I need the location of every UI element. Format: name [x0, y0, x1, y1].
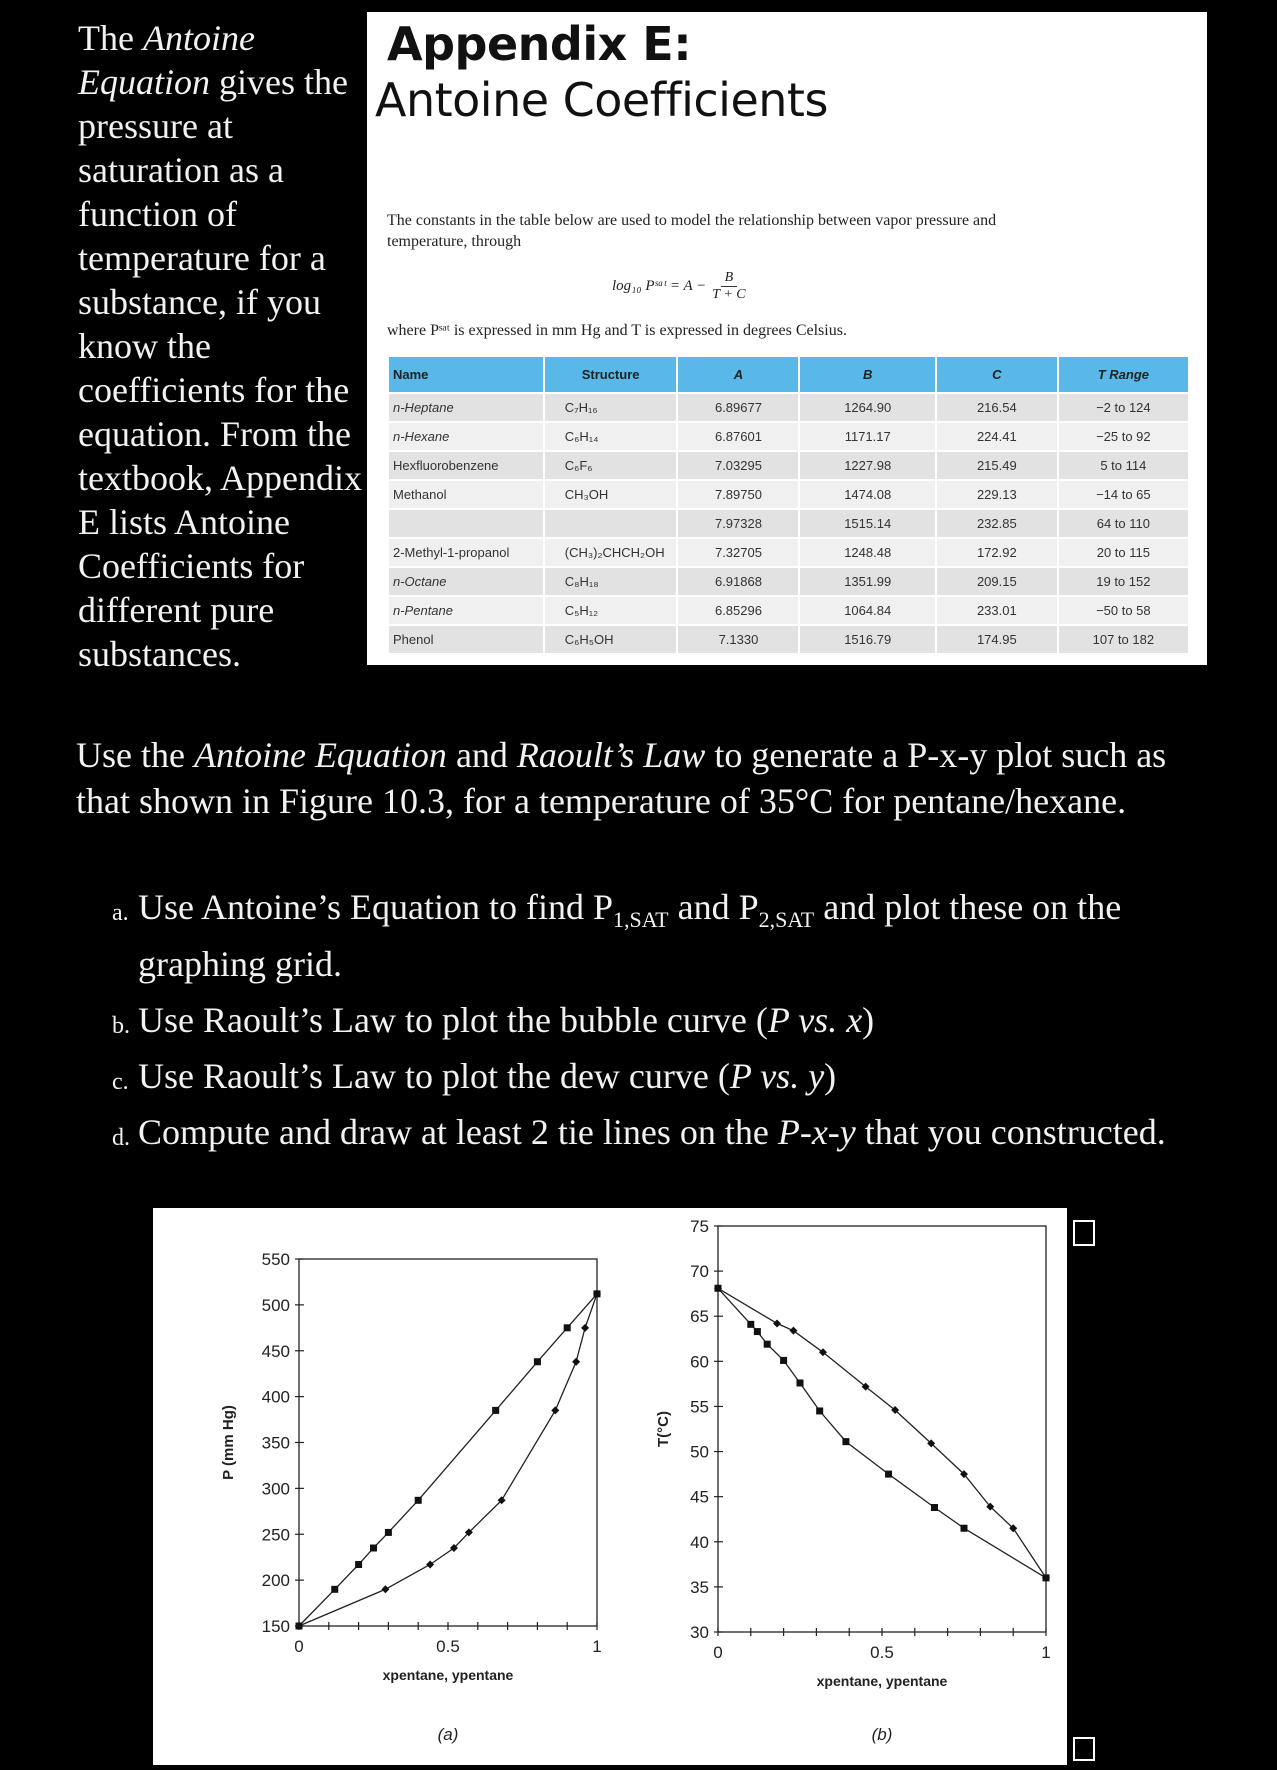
plot-a-dew-point [426, 1561, 434, 1569]
cell-name: n-Pentane [388, 596, 544, 625]
cell-c: 215.49 [936, 451, 1058, 480]
plot-b-bubble-point [961, 1525, 968, 1532]
cell-structure: C₆F₆ [544, 451, 678, 480]
cell-structure: C₅H₁₂ [544, 596, 678, 625]
plot-b-bubble-point [931, 1504, 938, 1511]
cell-a: 7.03295 [677, 451, 799, 480]
task-a-text3: and plot these on the graphing grid. [138, 887, 1122, 985]
plot-b-xlabel: xpentane, ypentane [816, 1673, 948, 1689]
intro-text-start: The [78, 18, 143, 58]
task-c-italic: P vs. y [729, 1056, 825, 1097]
checkbox-bottom[interactable] [1073, 1737, 1095, 1761]
plot-a-xtick-label: 1 [592, 1637, 602, 1656]
task-c [112, 1054, 1232, 1098]
cell-t-range: −50 to 58 [1058, 596, 1189, 625]
table-row [388, 509, 1189, 538]
cell-name: 2-Methyl-1-propanol [388, 538, 544, 567]
cell-name: Phenol [388, 625, 544, 654]
prompt-raoult: Raoult’s Law [516, 735, 706, 775]
equation-numerator: B [721, 270, 738, 287]
cell-t-range: −14 to 65 [1058, 480, 1189, 509]
plot-a-ytick-label: 550 [261, 1250, 290, 1269]
table-row [388, 596, 1189, 625]
cell-a: 6.87601 [677, 422, 799, 451]
plot-a-dew-curve [299, 1294, 597, 1626]
plot-a-dew-point [381, 1585, 389, 1593]
appendix-where: where Pˢᵃᵗ is expressed in mm Hg and T is expressed in degrees Celsius. [387, 322, 847, 339]
task-d [112, 1110, 1232, 1154]
table-row [388, 567, 1189, 596]
plot-a-bubble-point [415, 1497, 422, 1504]
task-b-text2: ) [862, 1000, 875, 1041]
plot-b-dew-curve [718, 1288, 1046, 1578]
plot-a-ytick-label: 400 [261, 1387, 290, 1407]
plot-a-ytick-label: 200 [261, 1571, 290, 1591]
plot-b-ytick-label: 50 [690, 1442, 709, 1462]
cell-b: 1171.17 [799, 422, 936, 451]
cell-b: 1248.48 [799, 538, 936, 567]
figure-svg [153, 1208, 1067, 1765]
header-t-range: T Range [1058, 356, 1189, 393]
appendix-description: The constants in the table below are used to model the relationship between vapor pressure and temperature, through [387, 212, 997, 250]
plot-b-bubble-point [754, 1328, 761, 1335]
cell-b: 1227.98 [799, 451, 936, 480]
cell-name: n-Octane [388, 567, 544, 596]
checkbox-top[interactable] [1073, 1220, 1095, 1246]
plot-b-bubble-curve [718, 1288, 1046, 1578]
table-row [388, 451, 1189, 480]
task-d-text2: that you constructed. [855, 1112, 1166, 1153]
plot-a-bubble-point [331, 1586, 338, 1593]
plot-a-bubble-point [370, 1545, 377, 1552]
prompt-text-3: to generate a P-x-y plot such as that shown in Figure 10.3, for a temperature of 35°C for pentane/hexane. [76, 735, 1167, 821]
plot-b-ytick-label: 40 [690, 1532, 709, 1552]
intro-antoine: Antoine [142, 18, 255, 58]
appendix-e-panel [367, 12, 1207, 665]
cell-t-range: −25 to 92 [1058, 422, 1189, 451]
plot-a-frame [299, 1259, 597, 1626]
coefficient-table [387, 355, 1190, 655]
cell-name: Hexfluorobenzene [388, 451, 544, 480]
prompt-antoine-equation: Antoine Equation [193, 735, 447, 775]
plot-a-dew-point [551, 1406, 559, 1414]
cell-c: 209.15 [936, 567, 1058, 596]
cell-a: 7.1330 [677, 625, 799, 654]
task-a-text1: Use Antoine’s Equation to find P [138, 887, 613, 927]
cell-t-range: 20 to 115 [1058, 538, 1189, 567]
cell-t-range: −2 to 124 [1058, 393, 1189, 422]
plot-b-xtick-label: 0.5 [870, 1643, 894, 1662]
plot-b-xtick-label: 1 [1041, 1643, 1051, 1662]
cell-a: 7.32705 [677, 538, 799, 567]
plot-a-bubble-point [492, 1407, 499, 1414]
cell-c: 233.01 [936, 596, 1058, 625]
plot-b-xtick-label: 0 [713, 1643, 723, 1662]
plot-b-ytick-label: 55 [690, 1397, 709, 1417]
cell-name: n-Heptane [388, 393, 544, 422]
header-c: C [936, 356, 1058, 393]
cell-c: 216.54 [936, 393, 1058, 422]
plot-a-xtick-label: 0.5 [436, 1637, 460, 1656]
task-list [112, 885, 1232, 1166]
cell-b: 1474.08 [799, 480, 936, 509]
plot-a-ytick-label: 300 [261, 1479, 290, 1499]
equation-denominator: T + C [712, 287, 746, 302]
task-d-text1: Compute and draw at least 2 tie lines on the [138, 1112, 778, 1153]
cell-t-range: 5 to 114 [1058, 451, 1189, 480]
cell-t-range: 19 to 152 [1058, 567, 1189, 596]
plot-b-ytick-label: 75 [690, 1217, 709, 1236]
cell-structure [544, 509, 678, 538]
plot-a-bubble-point [385, 1529, 392, 1536]
task-a-text2: and P [668, 887, 759, 927]
table-row [388, 480, 1189, 509]
cell-name: Methanol [388, 480, 544, 509]
task-b-text1: Use Raoult’s Law to plot the bubble curve ( [138, 1000, 768, 1041]
intro-paragraph [78, 16, 368, 676]
cell-structure: C₆H₁₄ [544, 422, 678, 451]
plot-b-bubble-point [885, 1471, 892, 1478]
task-b-italic: P vs. x [767, 1000, 863, 1041]
equation-fraction [712, 270, 745, 303]
plot-a-xlabel: xpentane, ypentane [382, 1667, 514, 1683]
header-structure: Structure [544, 356, 678, 393]
table-row [388, 393, 1189, 422]
cell-structure: C₇H₁₆ [544, 393, 678, 422]
cell-structure: (CH₃)₂CHCH₂OH [544, 538, 678, 567]
appendix-title [375, 16, 840, 128]
task-a [112, 885, 1232, 986]
task-b-letter: b. [112, 1013, 130, 1040]
task-d-letter: d. [112, 1125, 130, 1152]
cell-structure: CH₃OH [544, 480, 678, 509]
prompt-text-1: Use the [76, 735, 194, 775]
cell-b: 1351.99 [799, 567, 936, 596]
task-d-italic: P-x-y [777, 1112, 856, 1153]
cell-c: 229.13 [936, 480, 1058, 509]
plot-b-ytick-label: 35 [690, 1577, 709, 1597]
plot-b-bubble-point [747, 1321, 754, 1328]
plot-a-ytick-label: 450 [261, 1341, 290, 1361]
plot-a-panel-label: (a) [437, 1725, 459, 1744]
task-c-text2: ) [824, 1056, 837, 1097]
cell-t-range: 64 to 110 [1058, 509, 1189, 538]
cell-c: 224.41 [936, 422, 1058, 451]
appendix-title-bold: Appendix E: [387, 17, 692, 71]
plot-b-bubble-point [764, 1341, 771, 1348]
problem-prompt [76, 732, 1226, 824]
cell-structure: C₆H₅OH [544, 625, 678, 654]
plot-b-bubble-point [842, 1438, 849, 1445]
plot-b-ytick-label: 45 [690, 1487, 709, 1507]
plot-a-bubble-point [534, 1358, 541, 1365]
plot-b-ytick-label: 30 [690, 1623, 709, 1642]
equation-left: log₁₀ Pˢᵃᵗ = A − [612, 278, 707, 294]
plot-a-ytick-label: 500 [261, 1295, 290, 1315]
cell-c: 232.85 [936, 509, 1058, 538]
plot-a-bubble-point [355, 1561, 362, 1568]
task-b [112, 998, 1232, 1042]
plot-a-ytick-label: 150 [261, 1617, 290, 1636]
plot-a-bubble-curve [299, 1294, 597, 1626]
plot-b-ytick-label: 60 [690, 1352, 709, 1372]
cell-a: 7.97328 [677, 509, 799, 538]
cell-a: 7.89750 [677, 480, 799, 509]
appendix-title-rest: Antoine Coefficients [375, 73, 828, 127]
plot-a-bubble-point [564, 1324, 571, 1331]
task-a-sub2: 2,SAT [758, 907, 815, 933]
plot-b-frame [718, 1226, 1046, 1632]
header-a: A [677, 356, 799, 393]
plot-a-ytick-label: 350 [261, 1433, 290, 1453]
figure-panel [153, 1208, 1067, 1765]
cell-a: 6.91868 [677, 567, 799, 596]
cell-b: 1516.79 [799, 625, 936, 654]
plot-b-bubble-point [780, 1357, 787, 1364]
plot-a-dew-point [581, 1324, 589, 1332]
plot-b-ylabel: T(°C) [655, 1411, 672, 1447]
plot-a-xtick-label: 0 [294, 1637, 304, 1656]
plot-b-dew-point [773, 1319, 781, 1327]
cell-c: 172.92 [936, 538, 1058, 567]
plot-b-bubble-point [797, 1379, 804, 1386]
intro-text-rest: gives the pressure at saturation as a function of temperature for a substance, if you know the coefficients for the equation. From the textbook, Appendix E lists Antoine Coefficients for different pure substances. [78, 62, 362, 674]
plot-b-panel-label: (b) [871, 1725, 893, 1744]
cell-b: 1515.14 [799, 509, 936, 538]
cell-a: 6.89677 [677, 393, 799, 422]
task-a-sub1: 1,SAT [612, 907, 669, 933]
cell-b: 1264.90 [799, 393, 936, 422]
cell-b: 1064.84 [799, 596, 936, 625]
task-a-letter: a. [112, 900, 129, 926]
prompt-text-2: and [446, 735, 517, 775]
intro-equation: Equation [78, 62, 210, 102]
cell-name [388, 509, 544, 538]
table-row [388, 422, 1189, 451]
plot-a-ylabel: P (mm Hg) [220, 1405, 237, 1480]
cell-c: 174.95 [936, 625, 1058, 654]
table-row [388, 538, 1189, 567]
cell-name: n-Hexane [388, 422, 544, 451]
plot-a-dew-point [572, 1358, 580, 1366]
plot-b-ytick-label: 70 [690, 1262, 709, 1282]
plot-b-bubble-point [816, 1407, 823, 1414]
task-c-text1: Use Raoult’s Law to plot the dew curve ( [138, 1056, 730, 1097]
cell-a: 6.85296 [677, 596, 799, 625]
table-header-row [388, 356, 1189, 393]
cell-structure: C₈H₁₈ [544, 567, 678, 596]
antoine-equation [612, 270, 746, 303]
plot-b-ytick-label: 65 [690, 1307, 709, 1327]
header-b: B [799, 356, 936, 393]
cell-t-range: 107 to 182 [1058, 625, 1189, 654]
plot-a-ytick-label: 250 [261, 1525, 290, 1545]
table-row [388, 625, 1189, 654]
header-name: Name [388, 356, 544, 393]
task-c-letter: c. [112, 1069, 129, 1096]
